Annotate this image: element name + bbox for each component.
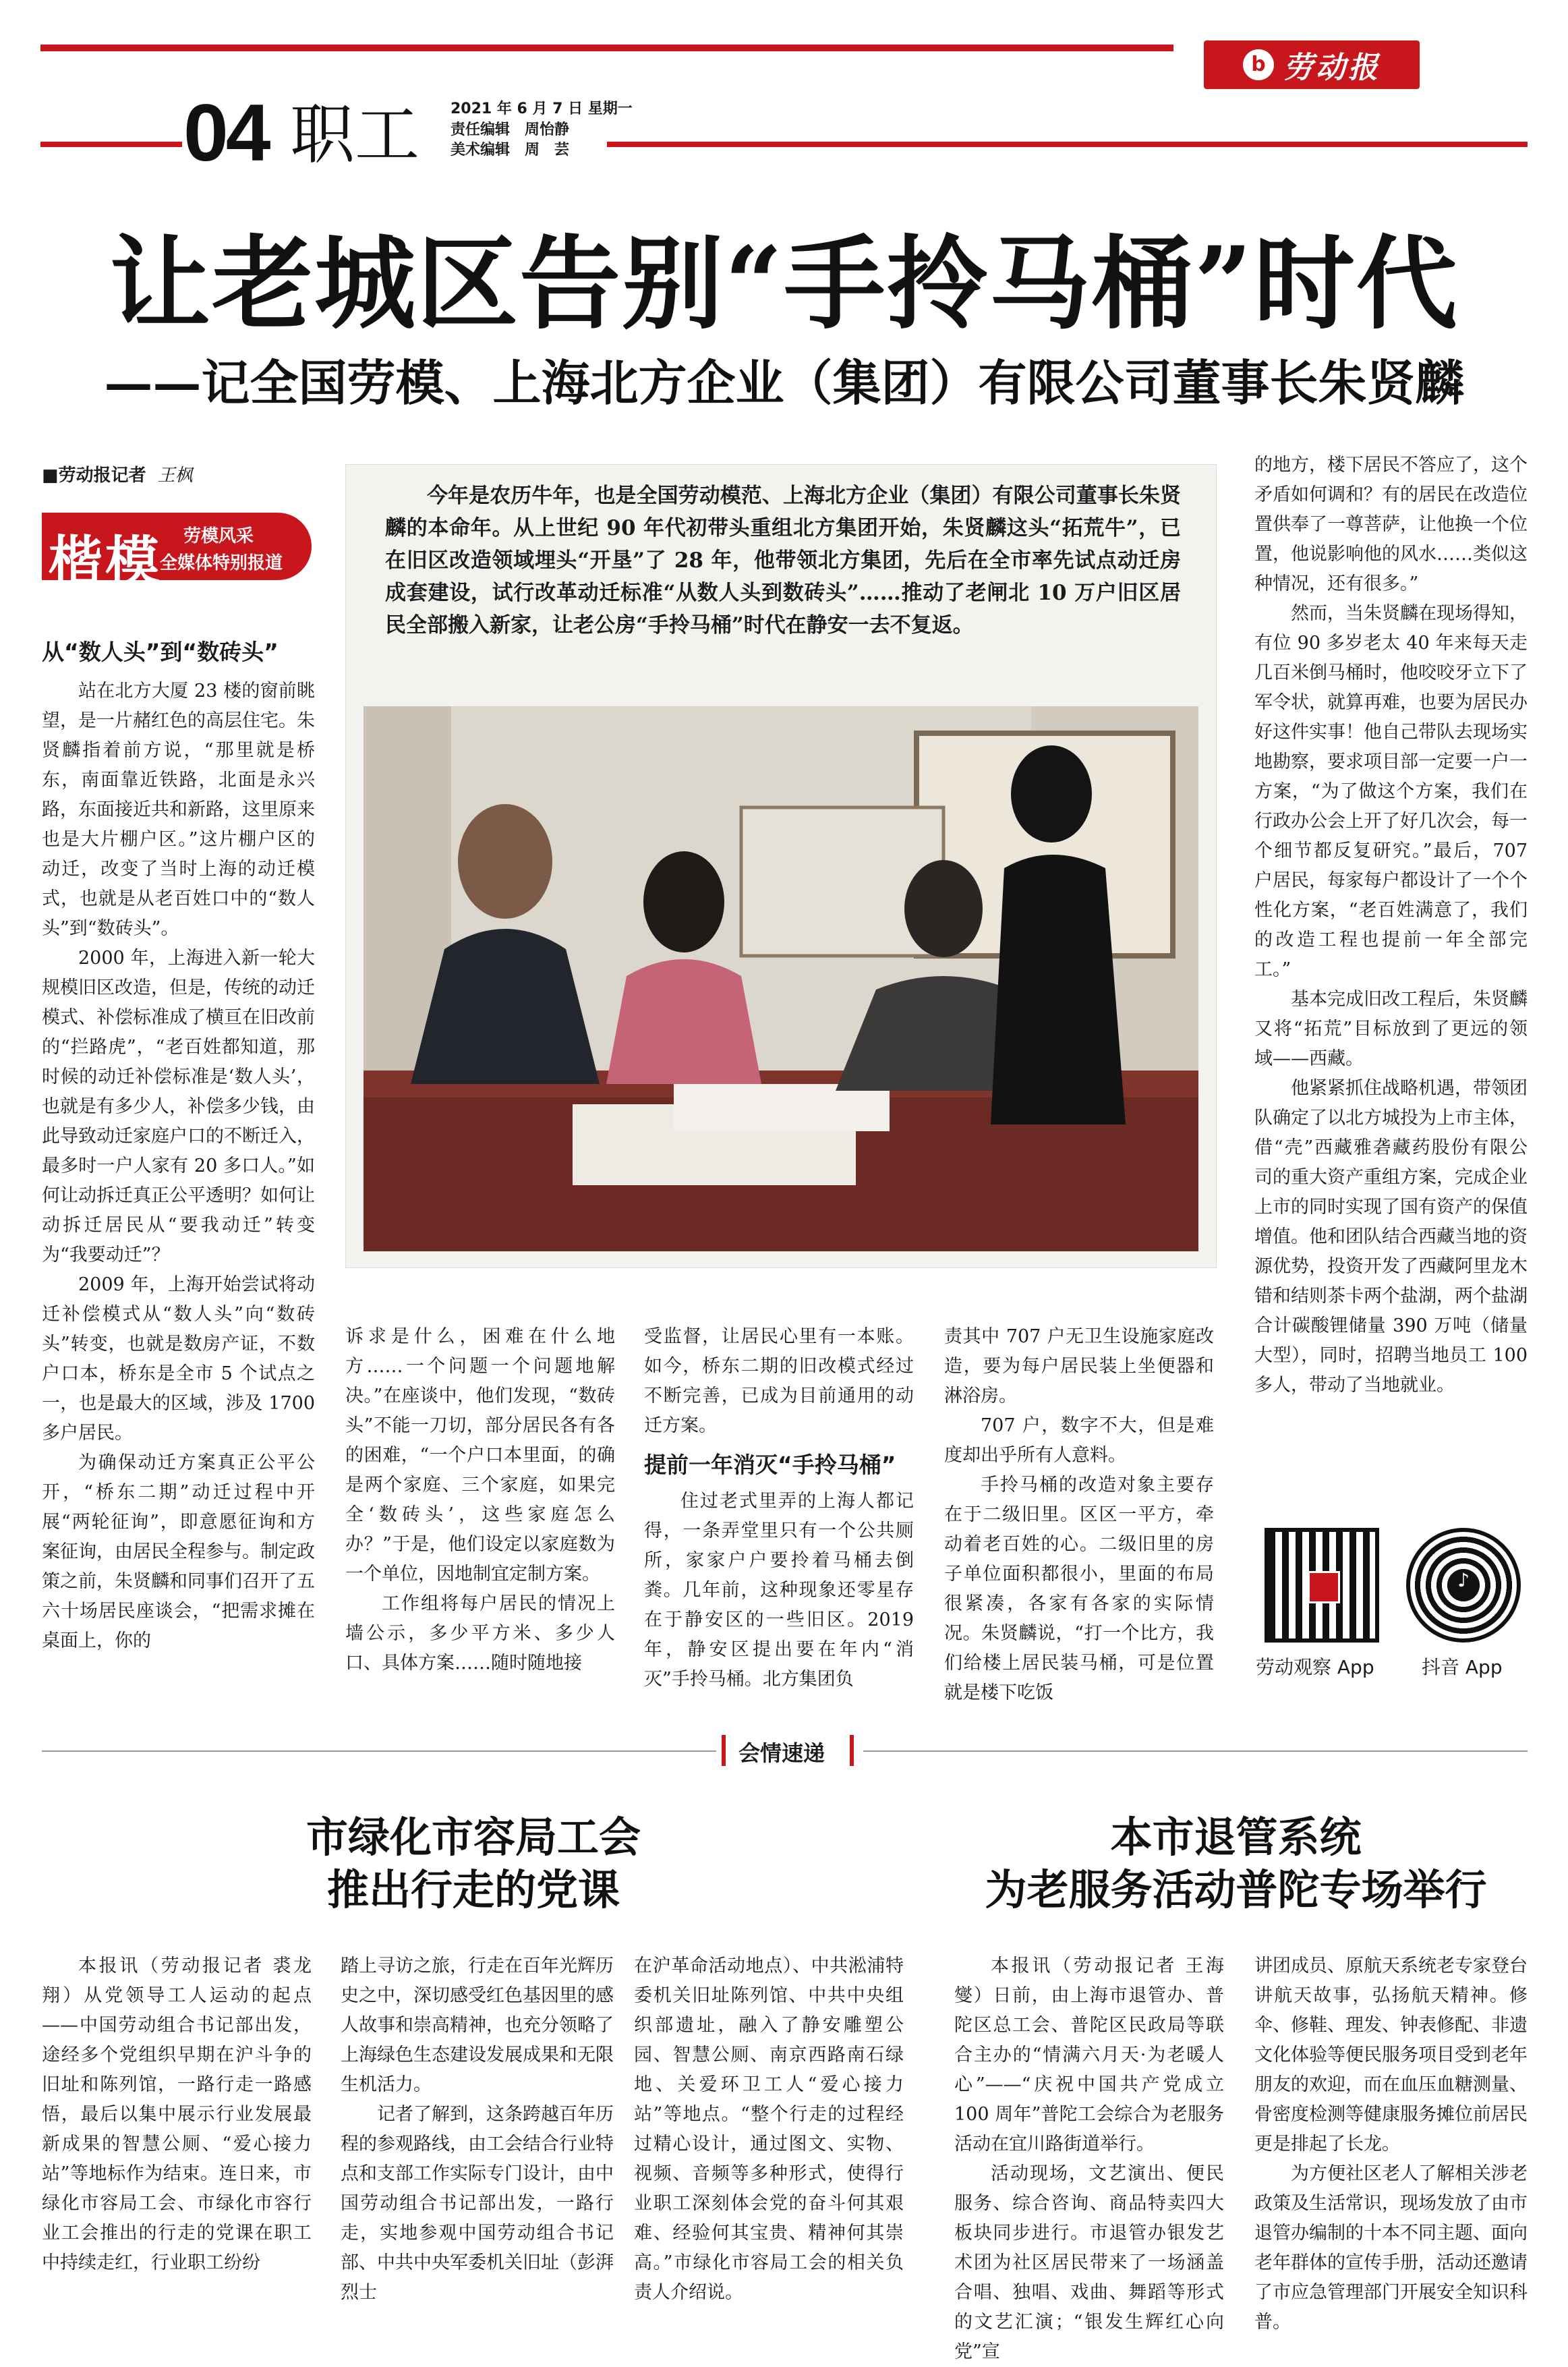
col1-heading: 从“数人头”到“数砖头” xyxy=(42,639,279,665)
photo-illustration xyxy=(364,706,1198,1251)
news1-column-1 xyxy=(42,1951,312,2278)
article-column-5 xyxy=(1254,451,1528,1400)
news1-para-2: 踏上寻访之旅，行走在百年光辉历史之中，深切感受红色基因里的感人故事和崇高精神，也充分领略了上海绿色生态建设发展成果和无限生机活力。 xyxy=(341,1956,614,2095)
news1-para-4: 在沪革命活动地点）、中共淞浦特委机关旧址陈列馆、中共中央组织部遗址，融入了静安雕塑公园、智慧公厕、南京西路南石绿地、关爱环卫工人“爱心接力站”等地点。“整个行走的过程经过精心设计，通过图文、实物、视频、音频等多种形式，使得行业职工深刻体会党的奋斗何其艰难、经验何其宝贵、精神何其崇高。”市绿化市容局工会的相关负责人介绍说。 xyxy=(634,1956,904,2303)
qr-code-douyin[interactable] xyxy=(1406,1528,1521,1643)
news2-column-1 xyxy=(954,1951,1224,2367)
news1-column-3 xyxy=(634,1951,904,2308)
news1-column-2 xyxy=(341,1951,614,2308)
news2-title-line1: 本市退管系统 xyxy=(1110,1813,1362,1862)
article-subtitle: ——记全国劳模、上海北方企业（集团）有限公司董事长朱贤麟 xyxy=(104,354,1464,411)
col5-para-4: 他紧紧抓住战略机遇，带领团队确定了以北方城投为上市主体，借“壳”西藏雅砻藏药股份有限公司的重大资产重组方案，完成企业上市的同时实现了国有资产的保值增值。他和团队结合西藏当地的资源优势，投资开发了西藏阿里龙木错和结则茶卡两个盐湖，两个盐湖合计碳酸锂储量 390 万吨（储量大型），同时，招聘当地员工 100 多人，带动了当地就业。 xyxy=(1254,1078,1528,1396)
col1-para-4: 为确保动迁方案真正公平公开，“桥东二期”动迁过程中开展“两轮征询”，即意愿征询和方案征询，由居民全程参与。制定政策之前，朱贤麟和同事们召开了五六十场居民座谈会，“把需求摊在桌面上，你的 xyxy=(42,1452,315,1651)
news2-para-4: 为方便社区老人了解相关涉老政策及生活常识，现场发放了由市退管办编制的十本不同主题、面向老年群体的宣传手册，活动还邀请了市应急管理部门开展安全知识科普。 xyxy=(1254,2163,1528,2333)
header-date: 2021 年 6 月 7 日 星期一 xyxy=(451,101,633,117)
col4-para-2: 707 户，数字不大，但是难度却出乎所有人意料。 xyxy=(944,1415,1214,1466)
section-name: 职工 xyxy=(290,97,419,173)
section-divider-left xyxy=(42,1750,716,1752)
top-red-rule xyxy=(40,45,1173,51)
page-number: 04 xyxy=(183,88,268,178)
article-column-3 xyxy=(644,1322,914,1694)
badge-line1: 劳模风采 xyxy=(183,526,254,546)
logo-text: 劳动报 xyxy=(1283,51,1381,85)
logo-icon: b xyxy=(1243,49,1274,80)
header-editor: 责任编辑 周怡静 xyxy=(451,121,570,138)
news-section-label: 会情速递 xyxy=(738,1740,825,1766)
section-divider-right xyxy=(863,1750,1528,1752)
qr2-label: 抖音 App xyxy=(1422,1656,1503,1678)
badge-line2: 全媒体特别报道 xyxy=(160,553,283,573)
news2-para-3: 讲团成员、原航天系统老专家登台讲航天故事，弘扬航天精神。修伞、修鞋、理发、钟表修配、非遗文化体验等便民服务项目受到老年朋友的欢迎，而在血压血糖测量、骨密度检测等健康服务摊位前居民更是排起了长龙。 xyxy=(1254,1956,1528,2155)
news2-title-line2: 为老服务活动普陀专场举行 xyxy=(985,1865,1487,1914)
col4-para-1: 责其中 707 户无卫生设施家庭改造，要为每户居民装上坐便器和淋浴房。 xyxy=(944,1326,1214,1406)
news1-title-line2: 推出行走的党课 xyxy=(326,1865,620,1914)
article-title: 让老城区告别“手拎马桶”时代 xyxy=(109,225,1459,343)
col2-para-2: 工作组将每户居民的情况上墙公示，多少平方米、多少人口、具体方案……随时随地接 xyxy=(345,1593,615,1674)
header-art-editor: 美术编辑 周 芸 xyxy=(451,142,570,159)
meeting-photo xyxy=(364,706,1198,1251)
col1-para-2: 2000 年，上海进入新一轮大规模旧区改造，但是，传统的动迁模式、补偿标准成了横亘在旧改前的“拦路虎”，“老百姓都知道，那时候的动迁补偿标准是‘数人头’，也就是有多少人，补偿多少钱，由此导致动迁家庭户口的不断迁入，最多时一户人家有 20 多口人。”如何让动拆迁真正公平透明？如何让动拆迁居民从“要我动迁”转变为“我要动迁”？ xyxy=(42,948,315,1265)
col3-para-2: 住过老式里弄的上海人都记得，一条弄堂里只有一个公共厕所，家家户户要拎着马桶去倒粪。几年前，这种现象还零星存在于静安区的一些旧区。2019 年，静安区提出要在年内“消灭”手拎马桶。北方集团负 xyxy=(644,1491,914,1690)
qr-logo-icon xyxy=(1308,1571,1340,1603)
lead-paragraph: 今年是农历牛年，也是全国劳动模范、上海北方企业（集团）有限公司董事长朱贤麟的本命年。从上世纪 90 年代初带头重组北方集团开始，朱贤麟这头“拓荒牛”，已在旧区改造领域埋头“开垦”了 28 年，他带领北方集团，先后在全市率先试点动迁房成套建设，试行改革动迁标准“从数人头到数砖头”……推动了老闸北 10 万户旧区居民全部搬入新家，让老公房“手拎马桶”时代在静安一去不复返。 xyxy=(385,484,1181,637)
kaimo-badge xyxy=(42,513,312,593)
qr-code-laodong-app[interactable] xyxy=(1265,1528,1379,1643)
col5-para-2: 然而，当朱贤麟在现场得知，有位 90 多岁老太 40 年来每天走几百米倒马桶时，他咬咬牙立下了军令状，就算再难，也要为居民办好这件实事！他自己带队去现场实地勘察，要求项目部一定要一户一方案，“为了做这个方案，我们在行政办公会上开了好几次会，每一个细节都反复研究。”最后，707 户居民，每家每户都设计了一个个性化方案，“老百姓满意了，我们的改造工程也提前一年全部完工。” xyxy=(1254,603,1528,980)
divider-mark-right xyxy=(850,1735,854,1766)
byline xyxy=(42,461,193,486)
article-column-4 xyxy=(944,1322,1214,1708)
news2-title xyxy=(944,1811,1528,1916)
news1-title xyxy=(42,1811,905,1916)
col5-para-1: 的地方，楼下居民不答应了，这个矛盾如何调和？有的居民在改造位置供奉了一尊菩萨，让他换一个位置，他说影响他的风水……类似这种情况，还有很多。” xyxy=(1254,455,1528,594)
news2-para-2: 活动现场，文艺演出、便民服务、综合咨询、商品特卖四大板块同步进行。市退管办银发艺术团为社区居民带来了一场涵盖合唱、独唱、戏曲、舞蹈等形式的文艺汇演；“银发生辉红心向党”宣 xyxy=(954,2163,1224,2362)
news2-para-1: 本报讯（劳动报记者 王海燮）日前，由上海市退管办、普陀区总工会、普陀区民政局等联合主办的“情满六月天·为老暖人心”——“庆祝中国共产党成立 100 周年”普陀工会综合为老服务活动在宜川路街道举行。 xyxy=(954,1956,1224,2155)
header-left-rule xyxy=(40,142,182,147)
douyin-icon: ♪ xyxy=(1447,1569,1480,1601)
col2-para-1: 诉求是什么，困难在什么地方……一个问题一个问题地解决。”在座谈中，他们发现，“数砖头”不能一刀切，部分居民各有各的困难，“一个户口本里面，的确是两个家庭、三个家庭，如果完全‘数砖头’，这些家庭怎么办？”于是，他们设定以家庭数为一个单位，因地制宜定制方案。 xyxy=(345,1326,615,1585)
newspaper-logo xyxy=(1204,40,1420,89)
col3-para-1: 受监督，让居民心里有一本账。如今，桥东二期的旧改模式经过不断完善，已成为目前通用的动迁方案。 xyxy=(644,1326,914,1436)
header-right-rule xyxy=(607,142,1528,147)
col3-heading: 提前一年消灭“手拎马桶” xyxy=(644,1452,896,1478)
news1-para-3: 记者了解到，这条跨越百年历程的参观路线，由工会结合行业特点和支部工作实际专门设计，由中国劳动组合书记部出发，一路行走，实地参观中国劳动组合书记部、中共中央军委机关旧址（彭湃烈士 xyxy=(341,2104,614,2303)
article-column-2 xyxy=(345,1322,615,1678)
byline-label: ■劳动报记者 xyxy=(42,465,146,486)
article-column-1 xyxy=(42,637,315,1656)
news1-title-line1: 市绿化市容局工会 xyxy=(306,1813,641,1862)
col5-para-3: 基本完成旧改工程后，朱贤麟又将“拓荒”目标放到了更远的领域——西藏。 xyxy=(1254,989,1528,1069)
news2-column-2 xyxy=(1254,1951,1528,2337)
col1-para-3: 2009 年，上海开始尝试将动迁补偿模式从“数人头”向“数砖头”转变，也就是数房产证，不数户口本，桥东是全市 5 个试点之一，也是最大的区域，涉及 1700 多户居民。 xyxy=(42,1274,315,1444)
col4-para-3: 手拎马桶的改造对象主要存在于二级旧里。区区一平方，牵动着老百姓的心。二级旧里的房子单位面积都很小，里面的布局很紧凑，各家有各家的实际情况。朱贤麟说，“打一个比方，我们给楼上居民装马桶，可是位置就是楼下吃饭 xyxy=(944,1475,1214,1703)
lead-box xyxy=(345,464,1217,1268)
col1-para-1: 站在北方大厦 23 楼的窗前眺望，是一片赭红色的高层住宅。朱贤麟指着前方说，“那里就是桥东，南面靠近铁路，北面是永兴路，东面接近共和新路，这里原来也是大片棚户区。”这片棚户区的动迁，改变了当时上海的动迁模式，也就是从老百姓口中的“数人头”到“数砖头”。 xyxy=(42,681,315,939)
badge-big-text: 楷模 xyxy=(49,530,162,593)
divider-mark-left xyxy=(722,1735,726,1766)
qr1-label: 劳动观察 App xyxy=(1256,1656,1374,1678)
byline-name: 王枫 xyxy=(157,465,193,486)
news1-para-1: 本报讯（劳动报记者 裘龙翔）从党领导工人运动的起点——中国劳动组合书记部出发，途经多个党组织早期在沪斗争的旧址和陈列馆，一路行走一路感悟，最后以集中展示行业发展最新成果的智慧公厕、“爱心接力站”等地标作为结束。连日来，市绿化市容局工会、市绿化市容行业工会推出的行走的党课在职工中持续走红，行业职工纷纷 xyxy=(42,1956,312,2273)
